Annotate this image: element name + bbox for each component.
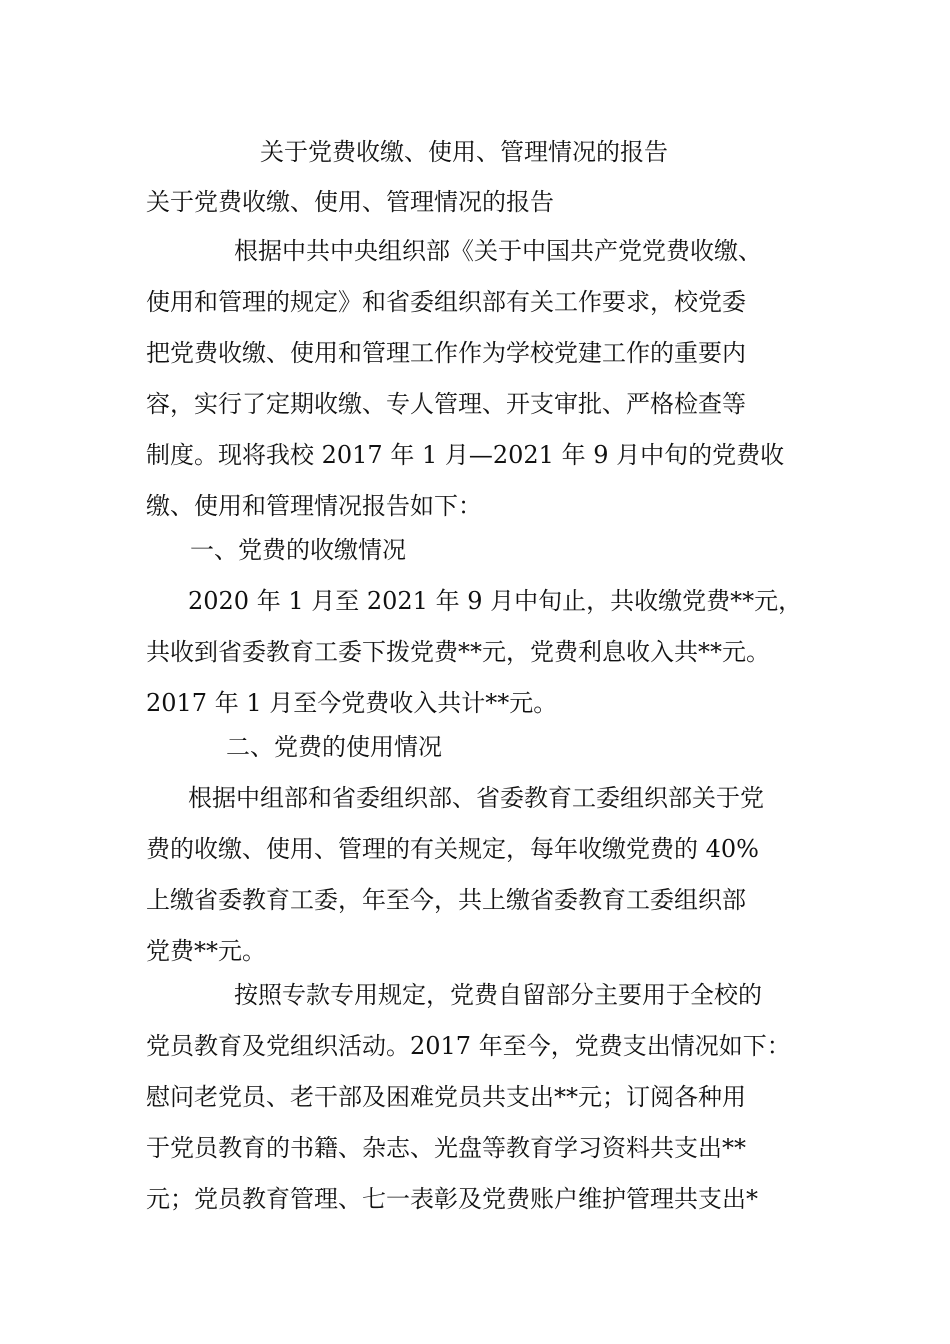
section2b-line: 按照专款专用规定，党费自留部分主要用于全校的 — [234, 981, 762, 1009]
section1-heading-block — [146, 525, 826, 576]
intro-line: 制度。现将我校 2017 年 1 月—2021 年 9 月中旬的党费收 — [146, 441, 785, 469]
section1-heading: 一、党费的收缴情况 — [190, 536, 406, 564]
intro-line: 缴、使用和管理情况报告如下： — [146, 492, 482, 520]
section2b-line: 于党员教育的书籍、杂志、光盘等教育学习资料共支出** — [146, 1134, 746, 1162]
section2-paragraph — [146, 773, 826, 977]
section2-line: 根据中组部和省委组织部、省委教育工委组织部关于党 — [188, 784, 764, 812]
section2-line: 费的收缴、使用、管理的有关规定，每年收缴党费的 40% — [146, 835, 759, 863]
intro-line: 容，实行了定期收缴、专人管理、开支审批、严格检查等 — [146, 390, 746, 418]
section2b-line: 党员教育及党组织活动。2017 年至今，党费支出情况如下： — [146, 1032, 791, 1060]
document-title-centered: 关于党费收缴、使用、管理情况的报告 — [260, 138, 668, 166]
intro-line: 根据中共中央组织部《关于中国共产党党费收缴、 — [234, 237, 762, 265]
section2b-paragraph — [146, 970, 826, 1225]
intro-line: 把党费收缴、使用和管理工作作为学校党建工作的重要内 — [146, 339, 746, 367]
intro-paragraph — [146, 226, 826, 532]
section2-heading: 二、党费的使用情况 — [226, 733, 442, 761]
section2-heading-block — [146, 722, 826, 773]
section2-line: 党费**元。 — [146, 937, 266, 965]
section2-line: 上缴省委教育工委，年至今，共上缴省委教育工委组织部 — [146, 886, 746, 914]
section1-line: 2020 年 1 月至 2021 年 9 月中旬止，共收缴党费**元， — [188, 587, 803, 615]
section1-line: 2017 年 1 月至今党费收入共计**元。 — [146, 689, 558, 717]
section2b-line: 元；党员教育管理、七一表彰及党费账户维护管理共支出* — [146, 1185, 758, 1213]
document-title-left: 关于党费收缴、使用、管理情况的报告 — [146, 188, 554, 216]
section1-paragraph — [146, 576, 826, 729]
section1-line: 共收到省委教育工委下拨党费**元，党费利息收入共**元。 — [146, 638, 770, 666]
intro-line: 使用和管理的规定》和省委组织部有关工作要求，校党委 — [146, 288, 746, 316]
section2b-line: 慰问老党员、老干部及困难党员共支出**元；订阅各种用 — [146, 1083, 746, 1111]
